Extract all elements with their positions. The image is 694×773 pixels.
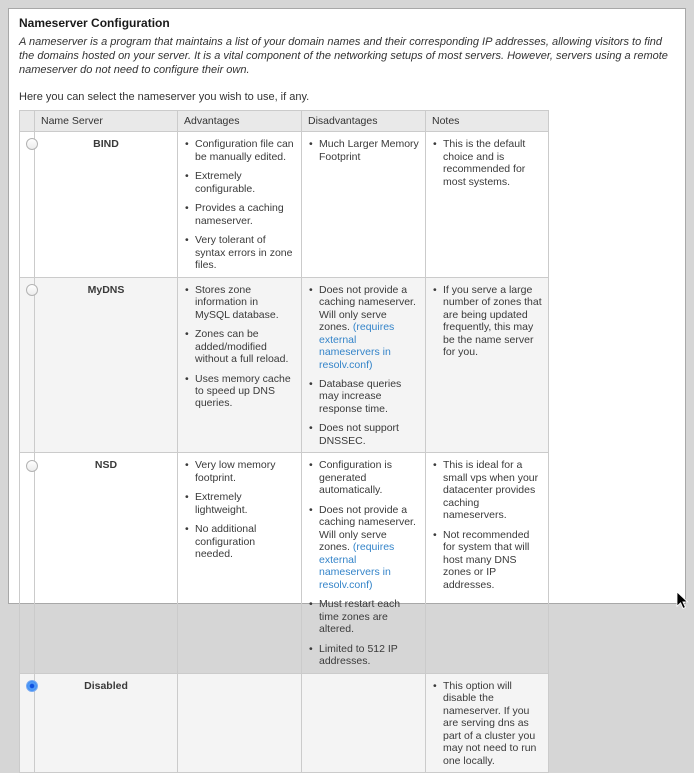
radio-column-header	[20, 111, 35, 132]
bullet-item	[308, 459, 419, 496]
notes-cell	[426, 453, 549, 673]
radio-mydns[interactable]	[26, 284, 38, 296]
bullet-text: Does not support DNSSEC.	[319, 422, 399, 447]
bullet-text: Configuration file can be manually edited.	[195, 138, 294, 163]
disadvantages-list	[308, 459, 419, 667]
disadvantages-cell	[302, 132, 426, 277]
radio-cell	[20, 453, 35, 673]
bullet-item	[308, 643, 419, 668]
bullet-item	[184, 284, 295, 321]
table-header-row	[20, 111, 549, 132]
bullet-text: Not recommended for system that will host many DNS zones or IP addresses.	[443, 528, 530, 591]
bullet-text: This is the default choice and is recommended for most systems.	[443, 138, 526, 188]
bullet-item	[184, 373, 295, 410]
bullet-item	[308, 138, 419, 163]
bullet-text: If you serve a large number of zones that are being updated frequently, this may be the name server for you.	[443, 283, 542, 359]
bullet-item	[184, 491, 295, 516]
bullet-item	[432, 529, 542, 591]
notes-list	[432, 459, 542, 591]
advantages-list	[184, 459, 295, 560]
bullet-text: Does not provide a caching nameserver. Will only serve zones.	[319, 503, 416, 554]
table-row	[20, 277, 549, 453]
resolv-conf-link[interactable]: (requires external nameservers in resolv.conf)	[319, 541, 395, 591]
bullet-item	[184, 234, 295, 271]
disadvantages-cell	[302, 277, 426, 453]
bullet-text: Stores zone information in MySQL database.	[195, 283, 279, 321]
notes-list	[432, 138, 542, 188]
bullet-item	[308, 598, 419, 635]
nameserver-name: NSD	[35, 453, 178, 673]
bullet-text: Database queries may increase response time.	[319, 378, 402, 415]
advantages-cell	[178, 277, 302, 453]
nameserver-name: MyDNS	[35, 277, 178, 453]
radio-bind[interactable]	[26, 138, 38, 150]
notes-cell	[426, 277, 549, 453]
bullet-text: Configuration is generated automatically.	[319, 459, 392, 497]
radio-cell	[20, 277, 35, 453]
bullet-text: Limited to 512 IP addresses.	[319, 642, 398, 668]
bullet-item	[184, 170, 295, 195]
bullet-text: Extremely configurable.	[195, 170, 256, 195]
bullet-item	[432, 459, 542, 521]
column-header-notes: Notes	[426, 111, 549, 132]
notes-list	[432, 284, 542, 359]
nameserver-table	[19, 110, 549, 773]
bullet-item	[184, 523, 295, 560]
radio-cell	[20, 132, 35, 277]
bullet-item	[184, 138, 295, 163]
advantages-list	[184, 138, 295, 271]
bullet-text: Extremely lightweight.	[195, 491, 248, 516]
instruction-text: Here you can select the nameserver you wish to use, if any.	[19, 91, 310, 104]
disadvantages-list	[308, 284, 419, 448]
notes-cell	[426, 132, 549, 277]
bullet-text: No additional configuration needed.	[195, 523, 257, 561]
bullet-text: Much Larger Memory Footprint	[319, 138, 419, 163]
table-row	[20, 132, 549, 277]
disadvantages-cell	[302, 673, 426, 772]
nameserver-name: Disabled	[35, 673, 178, 772]
notes-cell	[426, 673, 549, 772]
disadvantages-cell	[302, 453, 426, 673]
bullet-item	[432, 138, 542, 188]
radio-disabled[interactable]	[26, 680, 38, 692]
bullet-item	[432, 284, 542, 359]
table-row	[20, 453, 549, 673]
bullet-item	[184, 202, 295, 227]
nameserver-name: BIND	[35, 132, 178, 277]
bullet-text: Must restart each time zones are altered.	[319, 598, 401, 636]
bullet-text: Zones can be added/modified without a full reload.	[195, 328, 289, 366]
bullet-item	[308, 284, 419, 371]
bullet-text: This option will disable the nameserver. If you are serving dns as part of a cluster you may not need to run one locally.	[443, 679, 537, 767]
bullet-text: This is ideal for a small vps when your datacenter provides caching nameservers.	[443, 459, 539, 522]
bullet-item	[308, 504, 419, 591]
bullet-text: Provides a caching nameserver.	[195, 202, 284, 227]
advantages-list	[184, 284, 295, 410]
bullet-text: Very low memory footprint.	[195, 459, 276, 484]
column-header-name-server: Name Server	[35, 111, 178, 132]
bullet-text: Uses memory cache to speed up DNS queries.	[195, 372, 291, 410]
bullet-item	[184, 328, 295, 365]
advantages-cell	[178, 132, 302, 277]
advantages-cell	[178, 673, 302, 772]
bullet-text: Does not provide a caching nameserver. Will only serve zones.	[319, 283, 416, 334]
disadvantages-list	[308, 138, 419, 163]
page-description: A nameserver is a program that maintains a list of your domain names and their corresponding IP addresses, allowing visitors to find the domains hosted on your server. It is a vital component of the networking setups of most servers. However, servers using a remote nameserver do not need to configure their own.	[19, 36, 668, 76]
notes-list	[432, 680, 542, 767]
advantages-cell	[178, 453, 302, 673]
bullet-text: Very tolerant of syntax errors in zone files.	[195, 234, 293, 272]
column-header-disadvantages: Disadvantages	[302, 111, 426, 132]
column-header-advantages: Advantages	[178, 111, 302, 132]
table-row	[20, 673, 549, 772]
bullet-item	[308, 422, 419, 447]
bullet-item	[184, 459, 295, 484]
page-title: Nameserver Configuration	[19, 16, 170, 30]
content-panel	[8, 8, 686, 767]
bullet-item	[308, 378, 419, 415]
resolv-conf-link[interactable]: (requires external nameservers in resolv.conf)	[319, 321, 395, 371]
bullet-item	[432, 680, 542, 767]
radio-cell	[20, 673, 35, 772]
radio-nsd[interactable]	[26, 460, 38, 472]
